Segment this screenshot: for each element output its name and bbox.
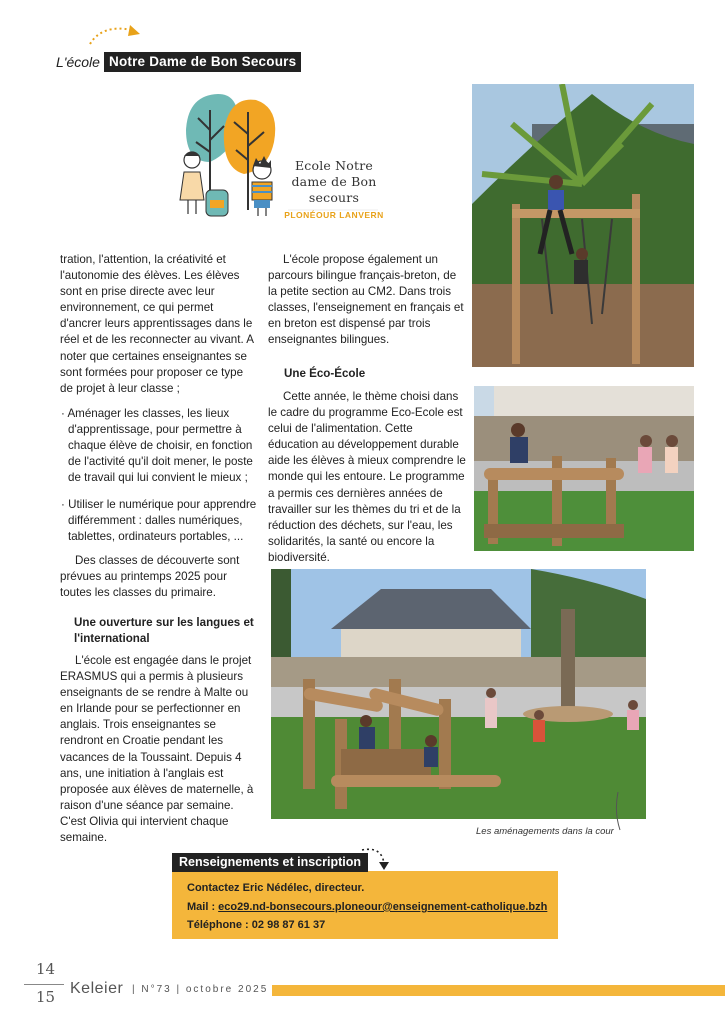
section-heading-eco-ecole: Une Éco-École [284, 367, 366, 380]
col1-bullet-2: · Utiliser le numérique pour apprendre différemment : dalles numériques, tablettes, ordinateurs portables, ... [61, 498, 257, 544]
logo-subtitle: PLONÉOUR LANVERN [284, 210, 384, 220]
school-name-tag: Notre Dame de Bon Secours [104, 52, 301, 72]
info-mail-label: Mail : [187, 901, 219, 913]
photo-climbing-frame [472, 84, 694, 367]
page-number-left: 14 [36, 960, 56, 978]
issue-info: | N°73 | octobre 2025 [132, 984, 269, 995]
col1-paragraph-3: L'école est engagée dans le projet ERASMUS qui a permis à plusieurs enseignants de se rendre à Malte ou en Irlande pour se perfectionner en anglais. Trois enseignantes se rendront en Croatie pendant les vacances de la Toussaint. Depuis 4 ans, une initiation à l'anglais est proposée aux élèves de maternelle, à raison d'une séance par semaine. C'est Olivia qui intervient chaque semaine. [60, 654, 254, 845]
col1-paragraph-2: Des classes de découverte sont prévues au printemps 2025 pour toutes les classes du primaire. [60, 554, 240, 600]
section-label: L'école [56, 54, 100, 70]
page-number-right: 15 [36, 988, 56, 1006]
info-mail-link[interactable]: eco29.nd-bonsecours.ploneour@enseignement-catholique.bzh [218, 901, 548, 913]
info-mail-row [187, 901, 547, 913]
footer-accent-bar [272, 985, 725, 996]
photo-playground [271, 569, 646, 819]
dotted-arrow-icon [88, 22, 148, 50]
page-number-divider [24, 984, 64, 985]
caption-line [612, 792, 626, 832]
dotted-arrow-icon [360, 846, 394, 872]
col2-paragraph-2: Cette année, le thème choisi dans le cadre du programme Eco-Ecole est celui de l'alimentation. Cette éducation au développement durable aide les élèves à mieux comprendre le monde qui les entoure. Le programme a permis ces dernières années de travailler sur les thèmes du tri et de la réduction des déchets, sur l'eau, les solidarités, la santé ou encore la biodiversité. [268, 390, 466, 564]
info-contact: Contactez Eric Nédélec, directeur. [187, 882, 365, 894]
col1-bullet-1: · Aménager les classes, les lieux d'apprentissage, pour permettre à chaque élève de choisir, en fonction de l'activité qu'il doit mener, le poste de travail qui lui convient le mieux ; [61, 407, 253, 485]
photo-caption: Les aménagements dans la cour [476, 826, 614, 837]
col1-paragraph-1: tration, l'attention, la créativité et l'autonomie des élèves. Les élèves sont en prise directe avec leur environnement, ce qui permet d'ancrer leurs apprentissages dans le réel et de les reconnecter au vivant. A noter que certaines enseignantes se sont formées pour proposer ce type de projet à leur classe ; [60, 253, 254, 395]
info-phone: Téléphone : 02 98 87 61 37 [187, 919, 326, 931]
photo-log-balance [474, 386, 694, 551]
info-title: Renseignements et inscription [172, 853, 368, 872]
col2-paragraph-1: L'école propose également un parcours bilingue français-breton, de la petite section au CM2. Dans trois classes, l'enseignement en français et en breton est dispensé par trois enseignantes bilingues. [268, 253, 464, 347]
magazine-brand: Keleier [70, 980, 124, 997]
section-heading-languages: Une ouverture sur les langues et l'international [74, 616, 254, 646]
logo-title: Ecole Notre dame de Bon secours [291, 158, 377, 205]
